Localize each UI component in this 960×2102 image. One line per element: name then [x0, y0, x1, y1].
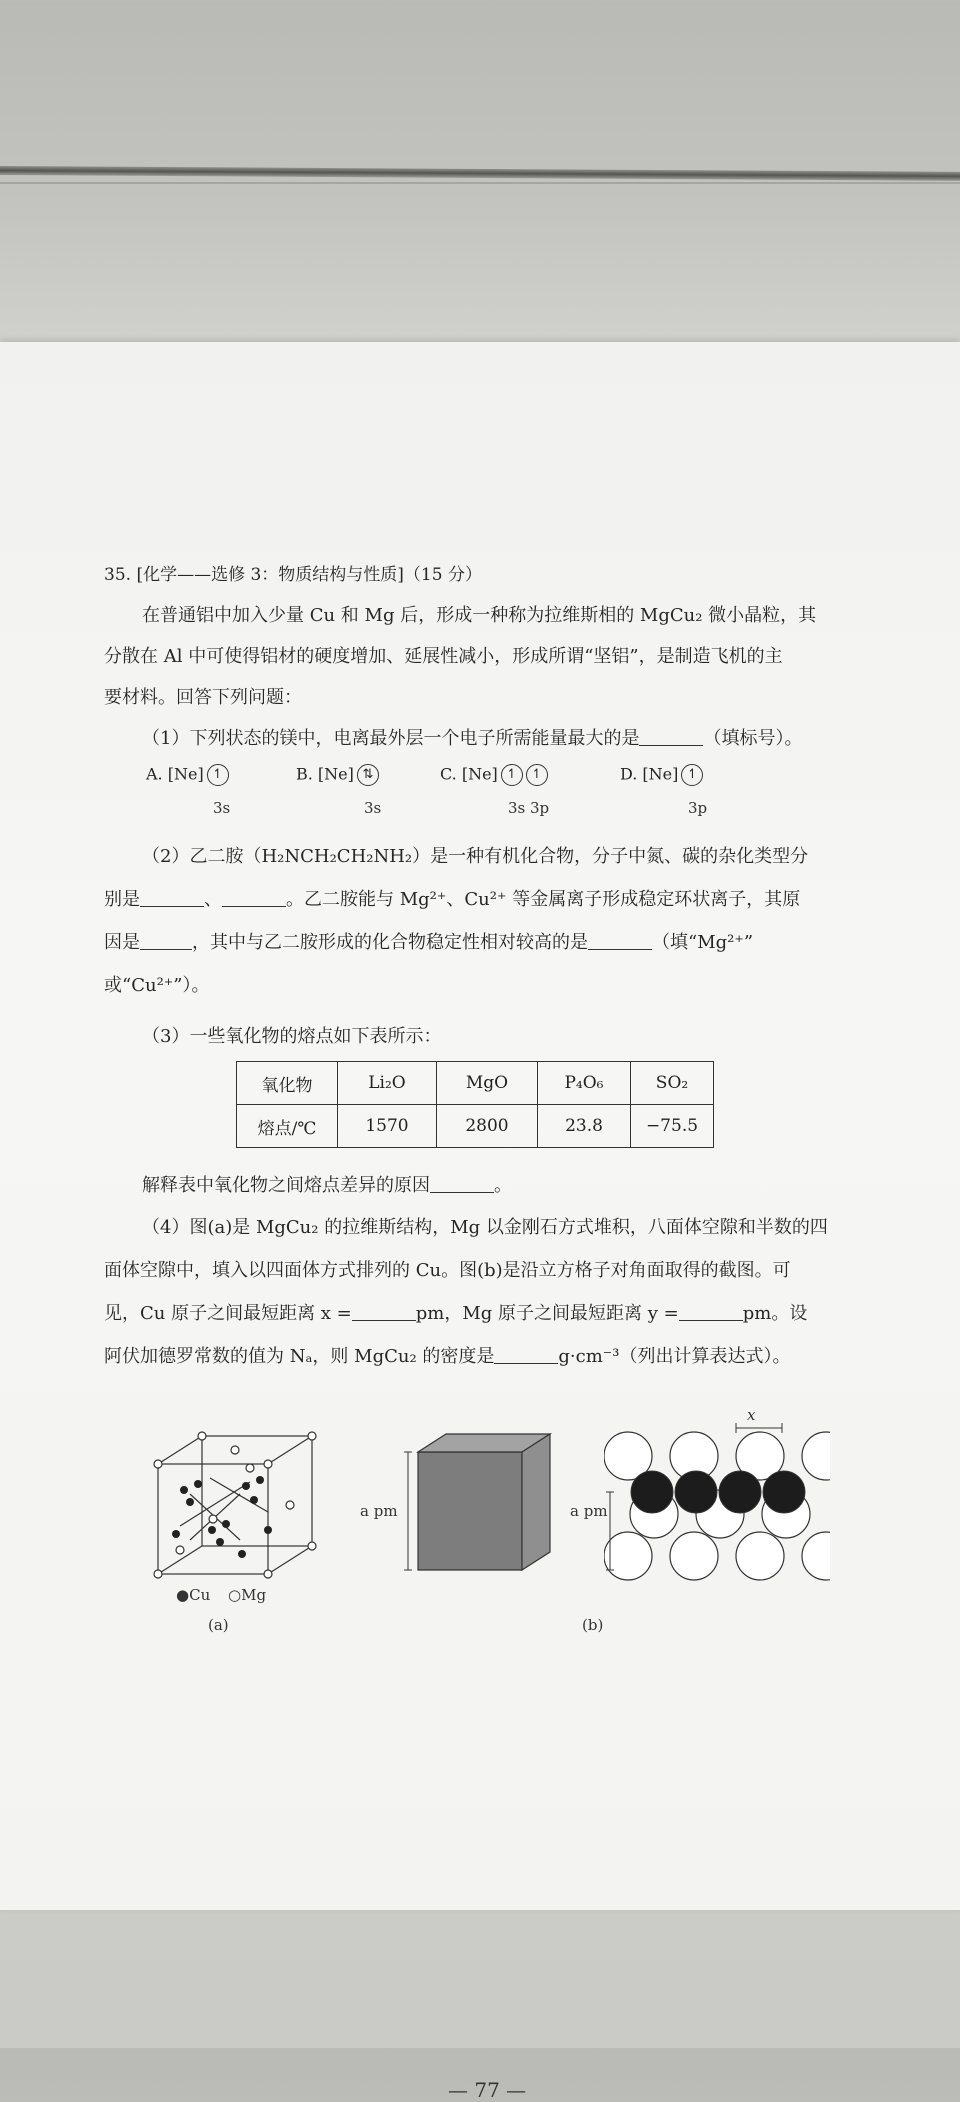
q4-blank-x[interactable]	[352, 1304, 416, 1321]
q3-explain-prompt: 解释表中氧化物之间熔点差异的原因	[142, 1175, 430, 1196]
q2-l2-sep: 、	[204, 889, 222, 910]
table-row-label: 熔点/℃	[237, 1105, 338, 1148]
q2-line-4: 或“Cu²⁺”）。	[104, 975, 210, 996]
q1-prompt: （1）下列状态的镁中，电离最外层一个电子所需能量最大的是	[142, 728, 640, 749]
q2-l2-rest: 。乙二胺能与 Mg²⁺、Cu²⁺ 等金属离子形成稳定环状离子，其原	[286, 889, 801, 910]
q2-l3-prefix: 因是	[104, 932, 140, 953]
cube-diagram	[400, 1430, 570, 1576]
q4-l3-end: pm。设	[742, 1303, 808, 1324]
q3-answer-blank[interactable]	[430, 1176, 494, 1193]
table-cell: 2800	[437, 1105, 538, 1148]
q2-blank-reason[interactable]	[140, 933, 192, 950]
table-cell: 23.8	[538, 1105, 631, 1148]
table-header-cell: P₄O₆	[538, 1062, 631, 1105]
option-b	[296, 764, 379, 786]
q1-text	[142, 724, 802, 750]
table-cell: 1570	[338, 1105, 437, 1148]
option-c-label: C. [Ne]	[440, 764, 498, 784]
q2-line-1	[142, 842, 808, 868]
option-d-label: D. [Ne]	[620, 764, 679, 784]
q4-blank-density[interactable]	[494, 1347, 558, 1364]
laves-structure-diagram	[150, 1430, 320, 1580]
figure-b-label: (b)	[582, 1616, 604, 1634]
q3-explain-end: 。	[494, 1175, 512, 1196]
orbital-box-icon: ⇅	[357, 764, 379, 786]
q2-line-3	[104, 928, 753, 954]
q2-l2-prefix: 别是	[104, 889, 140, 910]
q2-blank-ion[interactable]	[588, 933, 652, 950]
q4-line-2: 面体空隙中，填入以四面体方式排列的 Cu。图(b)是沿立方格子对角面取得的截图。可	[104, 1260, 791, 1281]
orbital-box-icon: ↿	[501, 764, 523, 786]
q1-answer-blank[interactable]	[639, 729, 703, 746]
option-c	[440, 764, 548, 786]
q2-rest: ）是一种有机化合物，分子中氮、碳的杂化类型分	[412, 846, 809, 867]
q1-suffix: （填标号）。	[703, 728, 803, 749]
q4-density-unit: g·cm⁻³（列出计算表达式）。	[558, 1346, 791, 1367]
legend-cu: ●Cu	[176, 1586, 211, 1604]
intro-line-1: 在普通铝中加入少量 Cu 和 Mg 后，形成一种称为拉维斯相的 MgCu₂ 微小晶粒，其	[142, 605, 817, 626]
option-d	[620, 764, 703, 786]
table-header-row	[237, 1062, 714, 1105]
q4-line-4	[104, 1342, 791, 1368]
q2-blank-n[interactable]	[140, 890, 204, 907]
table-header-cell: SO₂	[631, 1062, 714, 1105]
table-header-cell: MgO	[437, 1062, 538, 1105]
table-row	[237, 1105, 714, 1148]
table-header-cell: Li₂O	[338, 1062, 437, 1105]
q2-blank-c[interactable]	[222, 890, 286, 907]
q3-text: （3）一些氧化物的熔点如下表所示：	[142, 1026, 442, 1047]
q2-line-2	[104, 885, 800, 911]
option-a-sublevel: 3s	[213, 799, 231, 817]
orbital-box-icon: ↿	[526, 764, 548, 786]
option-c-sublevel: 3s 3p	[508, 799, 550, 817]
orbital-box-icon: ↿	[681, 764, 703, 786]
question-header: 35. [化学——选修 3：物质结构与性质]（15 分）	[104, 565, 482, 585]
intro-line-3: 要材料。回答下列问题：	[104, 687, 302, 708]
q4-line-1: （4）图(a)是 MgCu₂ 的拉维斯结构，Mg 以金刚石方式堆积，八面体空隙和半数的四	[142, 1217, 828, 1238]
q3-explain	[142, 1171, 512, 1197]
q4-blank-y[interactable]	[679, 1304, 743, 1321]
q4-line-3	[104, 1299, 807, 1325]
option-b-sublevel: 3s	[364, 799, 382, 817]
option-a	[146, 764, 229, 786]
cube-dimension-label: a pm	[360, 1502, 398, 1520]
table-cell: −75.5	[631, 1105, 714, 1148]
intro-line-2: 分散在 Al 中可使得铝材的硬度增加、延展性减小，形成所谓“坚铝”，是制造飞机的主	[104, 646, 783, 667]
q4-y-prompt: pm，Mg 原子之间最短距离 y =	[415, 1303, 679, 1324]
q4-x-prompt: 见，Cu 原子之间最短距离 x =	[104, 1303, 352, 1324]
exam-page	[0, 342, 960, 2102]
paper-fold-crease	[0, 166, 960, 181]
q2-l3-mid: ，其中与乙二胺形成的化合物稳定性相对较高的是	[192, 932, 588, 953]
paper-fold-line	[0, 182, 960, 184]
x-distance-label: x	[747, 1406, 756, 1424]
table-header-cell: 氧化物	[237, 1062, 338, 1105]
page-number: — 77 —	[448, 2078, 527, 2102]
option-d-sublevel: 3p	[688, 799, 708, 817]
q4-density-prompt: 阿伏加德罗常数的值为 Nₐ，则 MgCu₂ 的密度是	[104, 1346, 495, 1367]
figure-a-label: (a)	[208, 1616, 229, 1634]
cross-section-diagram	[604, 1420, 830, 1582]
section-dimension-label: a pm	[570, 1502, 608, 1520]
legend-mg: ○Mg	[228, 1586, 267, 1604]
q2-prefix: （2）乙二胺（	[142, 846, 262, 867]
q2-formula: H₂NCH₂CH₂NH₂	[261, 846, 413, 867]
q2-l3-end: （填“Mg²⁺”	[652, 932, 754, 953]
option-a-label: A. [Ne]	[146, 764, 204, 784]
option-b-label: B. [Ne]	[296, 764, 354, 784]
orbital-box-icon: ↿	[207, 764, 229, 786]
melting-point-table	[236, 1061, 714, 1148]
